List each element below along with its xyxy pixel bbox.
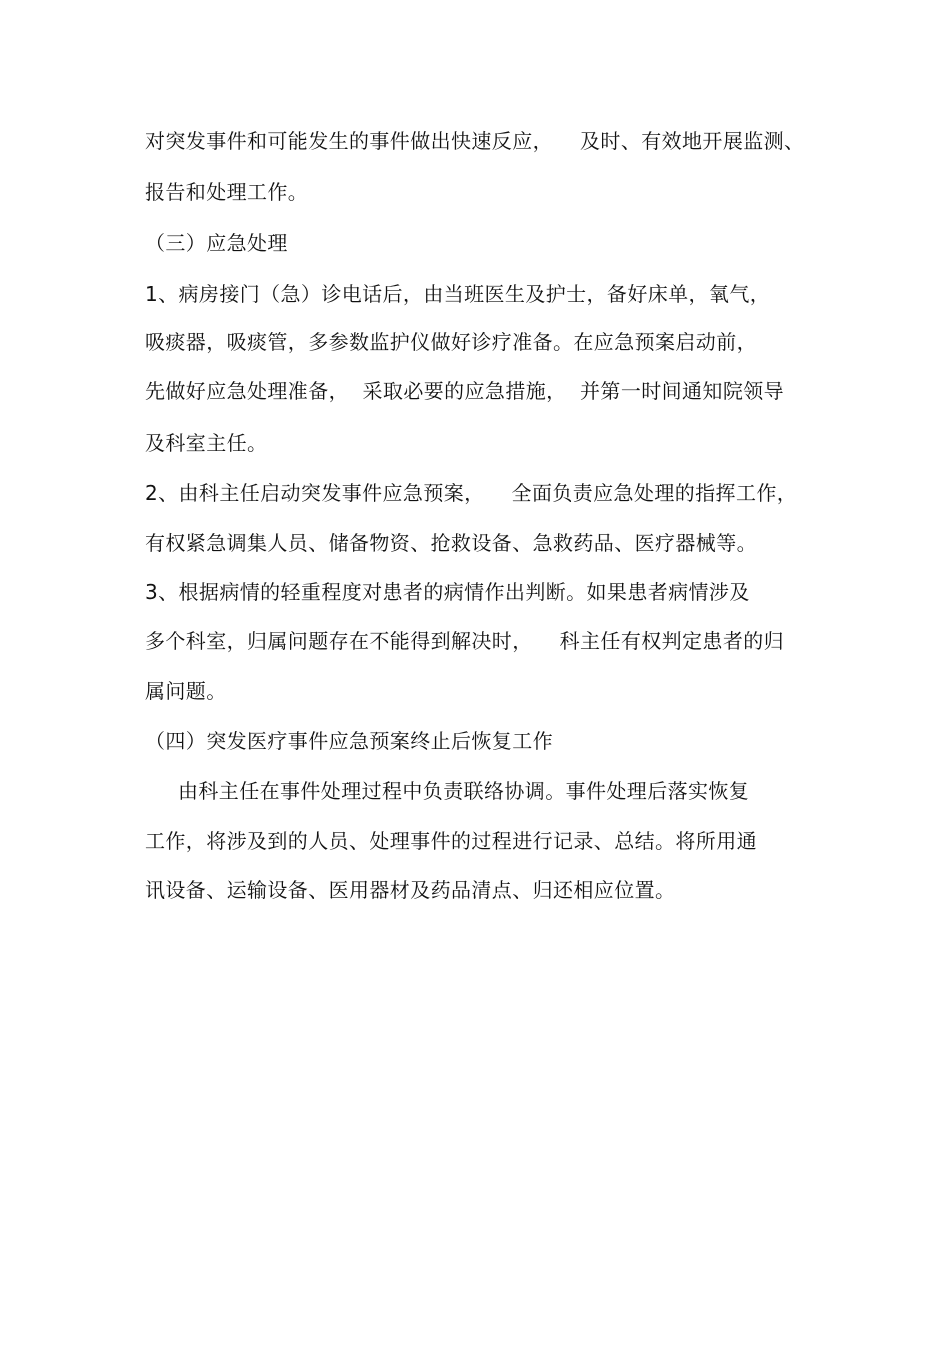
paragraph-line: 3、根据病情的轻重程度对患者的病情作出判断。如果患者病情涉及 [145,580,750,604]
paragraph-line: 由科主任在事件处理过程中负责联络协调。事件处理后落实恢复 [178,779,750,803]
section-heading: （三）应急处理 [145,231,288,255]
paragraph-line: 1、病房接门（急）诊电话后，由当班医生及护士，备好床单，氧气， [145,282,771,306]
paragraph-line: 吸痰器，吸痰管，多参数监护仪做好诊疗准备。在应急预案启动前， [145,330,757,354]
section-heading: （四）突发医疗事件应急预案终止后恢复工作 [145,729,553,753]
paragraph-line: 属问题。 [145,679,227,703]
paragraph-line: 及科室主任。 [145,431,268,455]
paragraph-line: 对突发事件和可能发生的事件做出快速反应， 及时、有效地开展监测、 [145,129,805,153]
paragraph-line: 有权紧急调集人员、储备物资、抢救设备、急救药品、医疗器械等。 [145,531,757,555]
paragraph-line: 报告和处理工作。 [145,180,309,204]
paragraph-line: 先做好应急处理准备， 采取必要的应急措施， 并第一时间通知院领导 [145,379,785,403]
paragraph-line: 2、由科主任启动突发事件应急预案， 全面负责应急处理的指挥工作， [145,481,798,505]
paragraph-line: 多个科室，归属问题存在不能得到解决时， 科主任有权判定患者的归 [145,629,785,653]
paragraph-line: 讯设备、运输设备、医用器材及药品清点、归还相应位置。 [145,878,676,902]
paragraph-line: 工作，将涉及到的人员、处理事件的过程进行记录、总结。将所用通 [145,829,757,853]
